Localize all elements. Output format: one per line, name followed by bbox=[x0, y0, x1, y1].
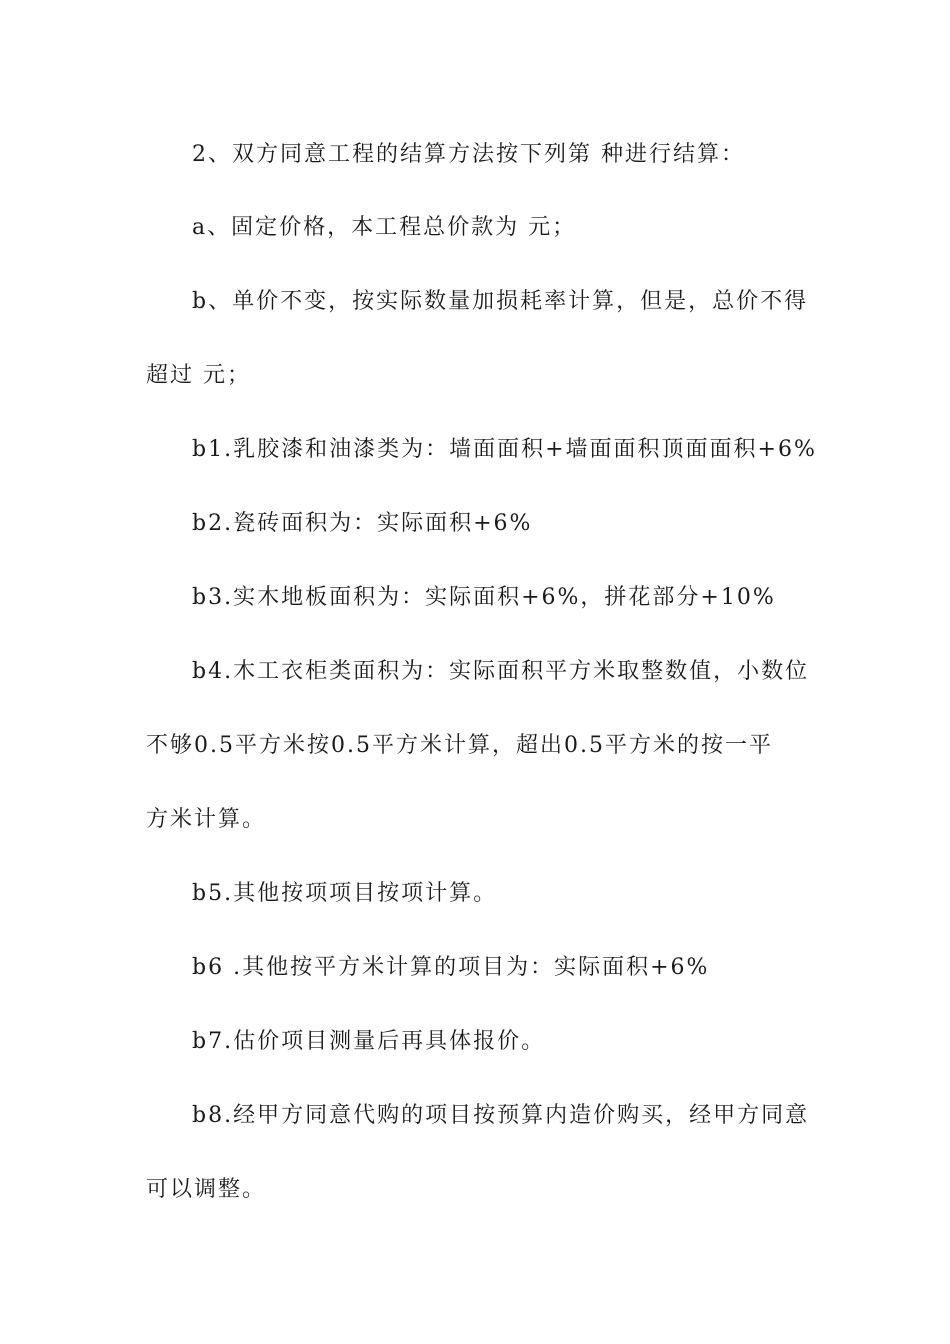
clause-b7-estimate-items: b7.估价项目测量后再具体报价。 bbox=[192, 1029, 546, 1054]
clause-b2-tiles: b2.瓷砖面积为：实际面积+6% bbox=[192, 511, 533, 536]
clause-b-unit-price-line1: b、单价不变，按实际数量加损耗率计算，但是，总价不得 bbox=[192, 289, 809, 314]
clause-b1-paint: b1.乳胶漆和油漆类为：墙面面积+墙面面积顶面面积+6% bbox=[192, 437, 817, 462]
clause-b4-wardrobe-line2: 不够0.5平方米按0.5平方米计算，超出0.5平方米的按一平 bbox=[146, 733, 773, 758]
clause-b6-square-meter-items: b6 .其他按平方米计算的项目为：实际面积+6% bbox=[192, 955, 710, 980]
clause-2-settlement-method: 2、双方同意工程的结算方法按下列第 种进行结算： bbox=[192, 142, 745, 167]
clause-b8-purchase-line2: 可以调整。 bbox=[146, 1177, 267, 1202]
clause-b3-wood-floor: b3.实木地板面积为：实际面积+6%，拼花部分+10% bbox=[192, 585, 776, 610]
clause-b-unit-price-line2: 超过 元； bbox=[146, 363, 251, 388]
clause-a-fixed-price: a、固定价格，本工程总价款为 元； bbox=[192, 215, 577, 240]
clause-b4-wardrobe-line3: 方米计算。 bbox=[146, 807, 267, 832]
clause-b8-purchase-line1: b8.经甲方同意代购的项目按预算内造价购买，经甲方同意 bbox=[192, 1103, 810, 1128]
clause-b4-wardrobe-line1: b4.木工衣柜类面积为：实际面积平方米取整数值，小数位 bbox=[192, 659, 810, 684]
clause-b5-other-items: b5.其他按项项目按项计算。 bbox=[192, 881, 498, 906]
